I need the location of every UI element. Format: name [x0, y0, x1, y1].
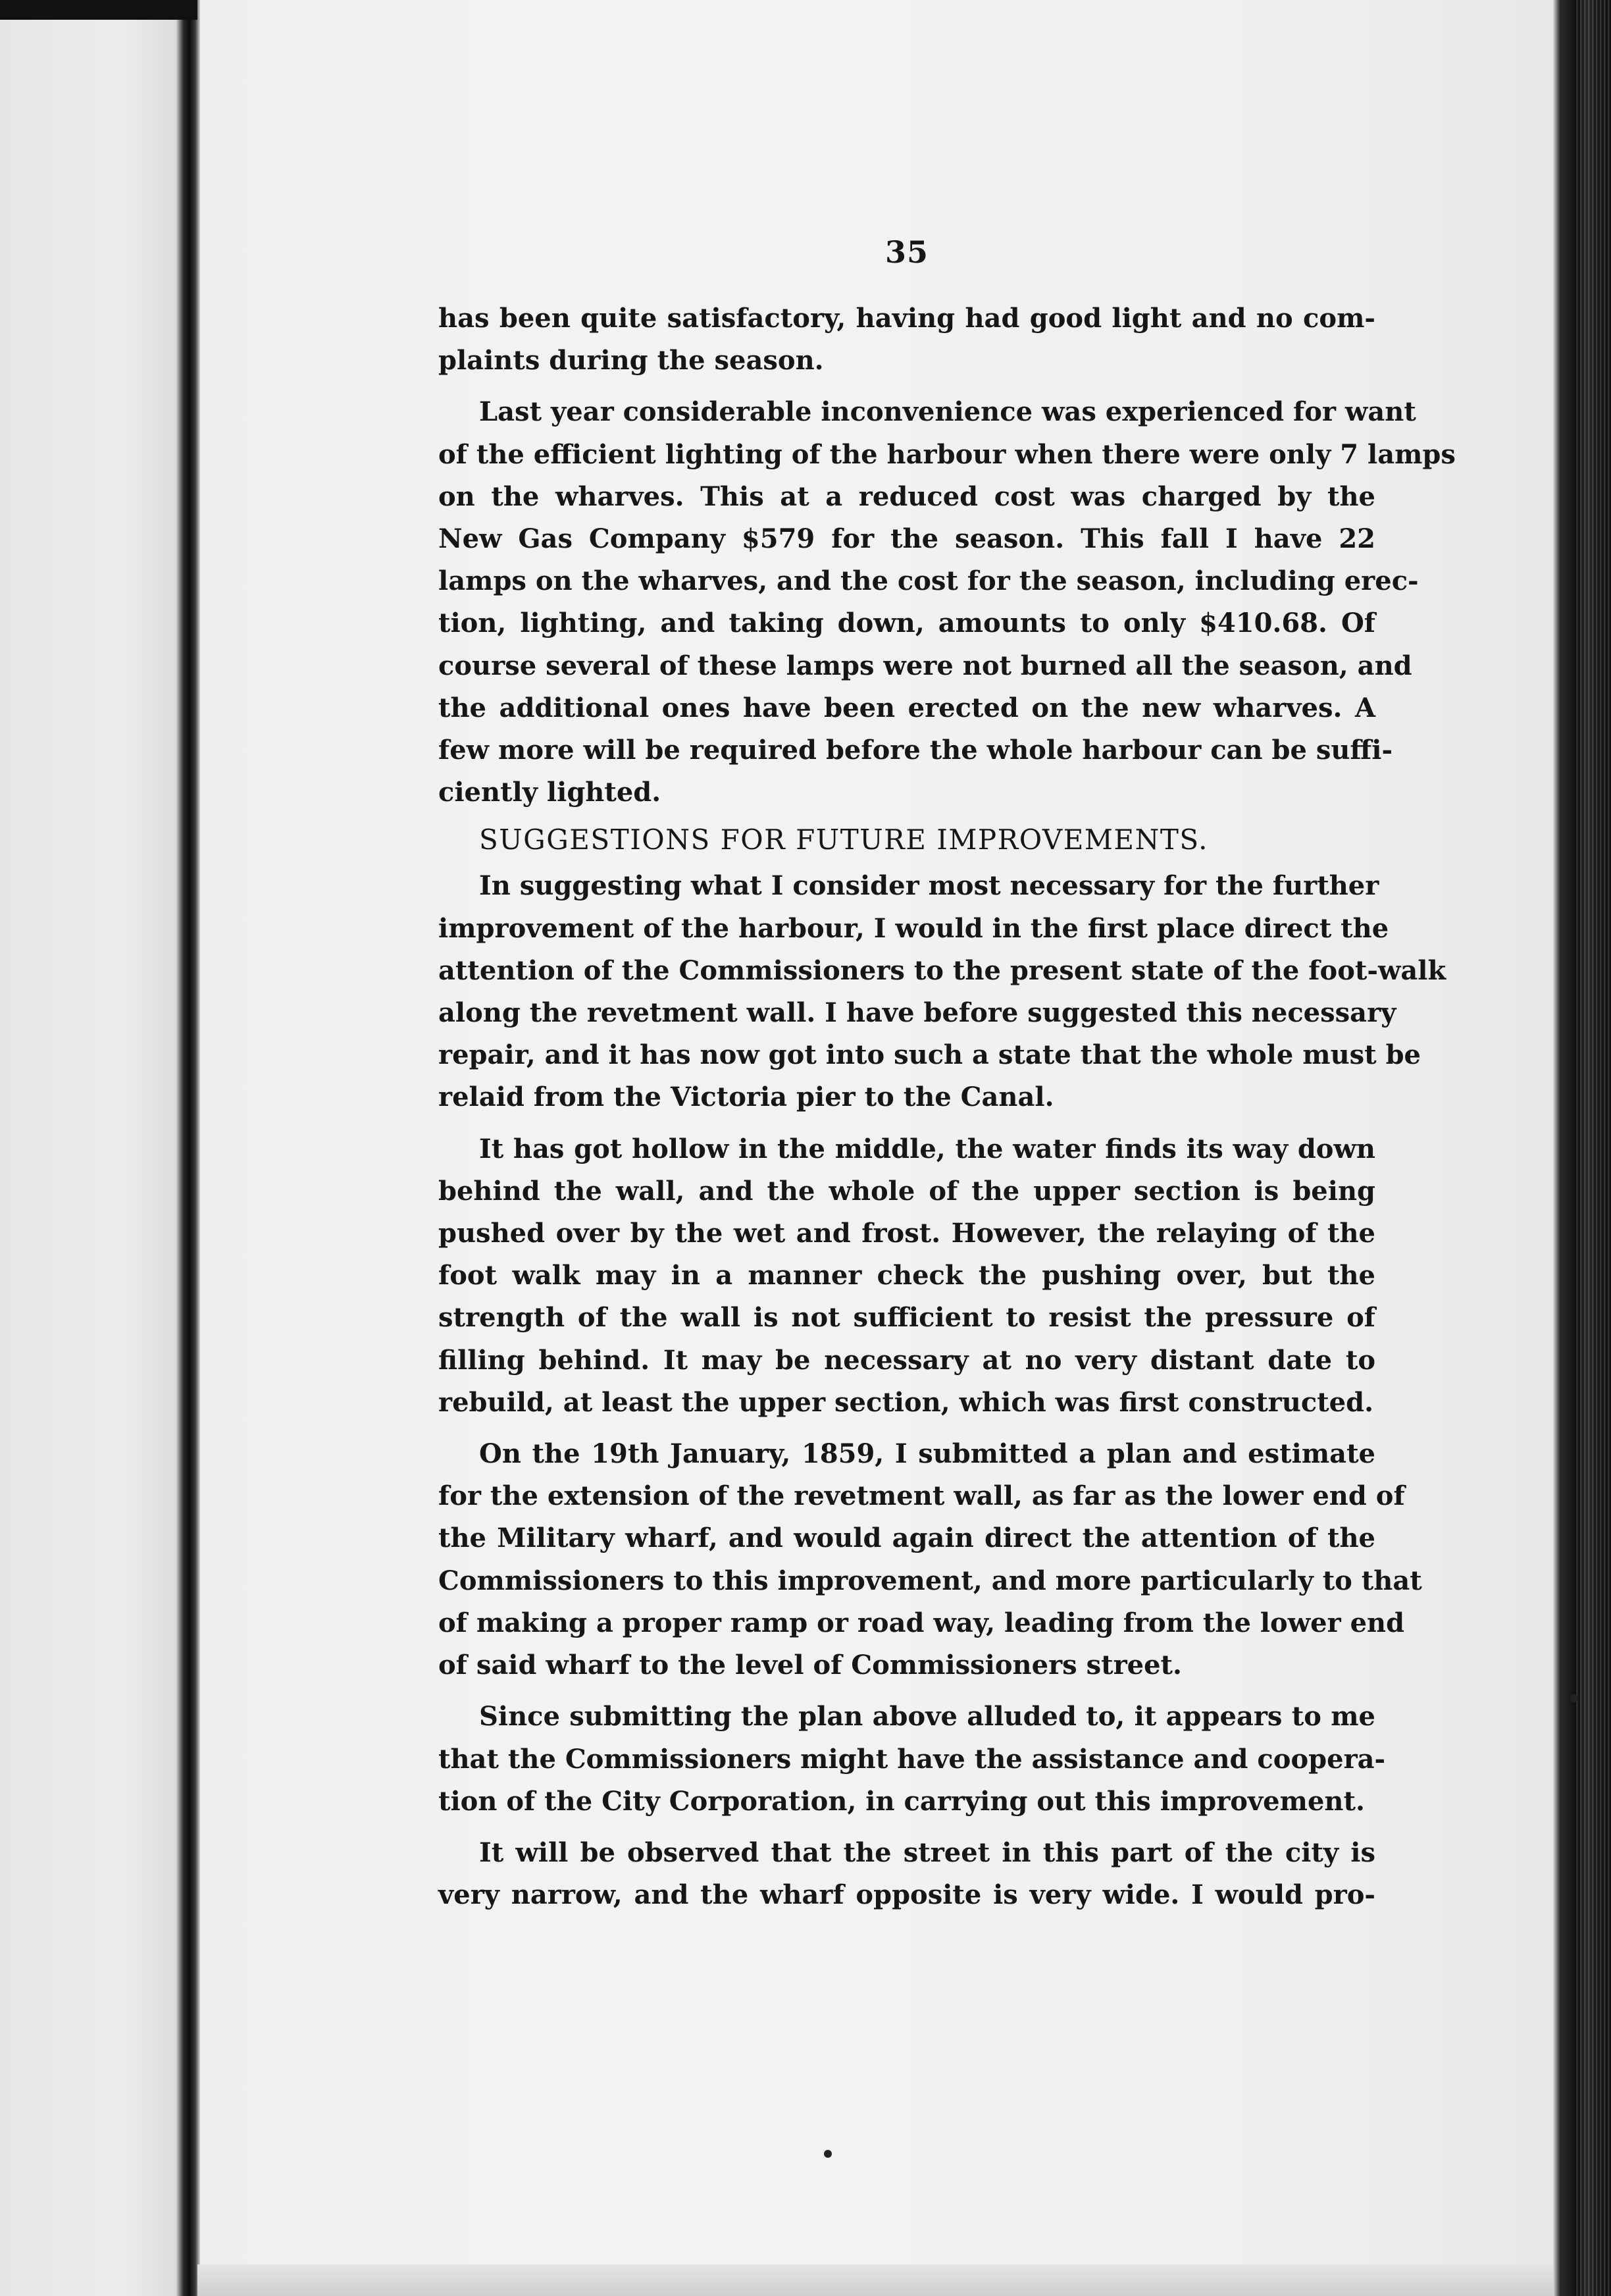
page-stack-edge — [1574, 0, 1611, 2296]
text-line: of said wharf to the level of Commissioners street. — [438, 1650, 1182, 1681]
paragraph — [438, 1696, 1386, 1823]
text-line: plaints during the season. — [438, 345, 824, 377]
text-line: rebuild, at least the upper section, which was first constructed. — [438, 1386, 1373, 1418]
text-line: It has got hollow in the middle, the water finds its way down — [479, 1133, 1375, 1164]
text-line: along the revetment wall. I have before suggested this necessary — [438, 997, 1396, 1029]
text-line: the Military wharf, and would again direct the attention of the — [438, 1523, 1375, 1554]
ink-speck — [824, 2150, 832, 2158]
text-line: Since submitting the plan above alluded to, it appears to me — [479, 1701, 1375, 1733]
ink-speck — [1570, 1694, 1578, 1702]
body-text-before-heading — [438, 298, 1456, 814]
text-line: repair, and it has now got into such a state that the whole must be — [438, 1039, 1421, 1071]
section-heading: SUGGESTIONS FOR FUTURE IMPROVEMENTS. — [479, 823, 1208, 856]
text-line: of making a proper ramp or road way, leading from the lower end — [438, 1607, 1405, 1638]
paragraph-gap — [438, 1823, 1375, 1832]
text-line: very narrow, and the wharf opposite is very wide. I would pro- — [438, 1879, 1375, 1911]
page-number: 35 — [884, 234, 929, 270]
text-line: tion of the City Corporation, in carrying out this improvement. — [438, 1785, 1365, 1817]
text-line: Commissioners to this improvement, and more particularly to that — [438, 1565, 1422, 1596]
text-line: In suggesting what I consider most necessary for the further — [479, 870, 1379, 902]
paragraph-gap — [438, 382, 1375, 391]
paragraph — [438, 298, 1375, 382]
paragraph — [438, 1128, 1375, 1424]
text-line: few more will be required before the whole harbour can be suffi- — [438, 735, 1393, 766]
text-line: It will be observed that the street in this part of the city is — [479, 1837, 1375, 1868]
text-line: behind the wall, and the whole of the upper section is being — [438, 1175, 1375, 1207]
text-line: ciently lighted. — [438, 777, 661, 808]
text-line: relaid from the Victoria pier to the Canal. — [438, 1082, 1054, 1113]
scanner-border — [0, 0, 197, 20]
paragraph — [438, 1832, 1375, 1916]
text-line: improvement of the harbour, I would in the first place direct the — [438, 912, 1389, 944]
paragraph-gap — [438, 1424, 1375, 1433]
text-line: pushed over by the wet and frost. However, the relaying of the — [438, 1218, 1375, 1249]
text-line: on the wharves. This at a reduced cost was charged by the — [438, 481, 1375, 512]
text-line: New Gas Company $579 for the season. This fall I have 22 — [438, 523, 1375, 555]
text-line: filling behind. It may be necessary at no very distant date to — [438, 1344, 1375, 1376]
text-line: strength of the wall is not sufficient to resist the pressure of — [438, 1302, 1375, 1334]
paragraph — [438, 865, 1446, 1118]
text-line: the additional ones have been erected on the new wharves. A — [438, 692, 1375, 723]
text-line: foot walk may in a manner check the pushing over, but the — [438, 1260, 1375, 1292]
left-page-margin — [0, 0, 176, 2296]
text-line: lamps on the wharves, and the cost for the season, including erec- — [438, 565, 1419, 597]
text-line: attention of the Commissioners to the present state of the foot-walk — [438, 954, 1446, 986]
text-line: of the efficient lighting of the harbour when there were only 7 lamps — [438, 438, 1456, 470]
text-line: that the Commissioners might have the assistance and coopera- — [438, 1743, 1386, 1775]
text-line: On the 19th January, 1859, I submitted a plan and estimate — [479, 1438, 1375, 1470]
text-line: Last year considerable inconvenience was experienced for want — [479, 396, 1416, 428]
text-line: for the extension of the revetment wall, as far as the lower end of — [438, 1480, 1405, 1512]
paragraph — [438, 391, 1456, 814]
paragraph-gap — [438, 1119, 1375, 1128]
bottom-page-edge — [197, 2264, 1553, 2296]
text-line: course several of these lamps were not burned all the season, and — [438, 650, 1412, 681]
binding-gutter — [176, 0, 200, 2296]
body-text-after-heading — [438, 865, 1446, 1916]
paragraph — [438, 1433, 1422, 1686]
text-line: tion, lighting, and taking down, amounts to only $410.68. Of — [438, 608, 1375, 639]
page-text-block — [438, 234, 1456, 1916]
text-line: has been quite satisfactory, having had good light and no com- — [438, 303, 1375, 334]
paragraph-gap — [438, 1686, 1375, 1696]
